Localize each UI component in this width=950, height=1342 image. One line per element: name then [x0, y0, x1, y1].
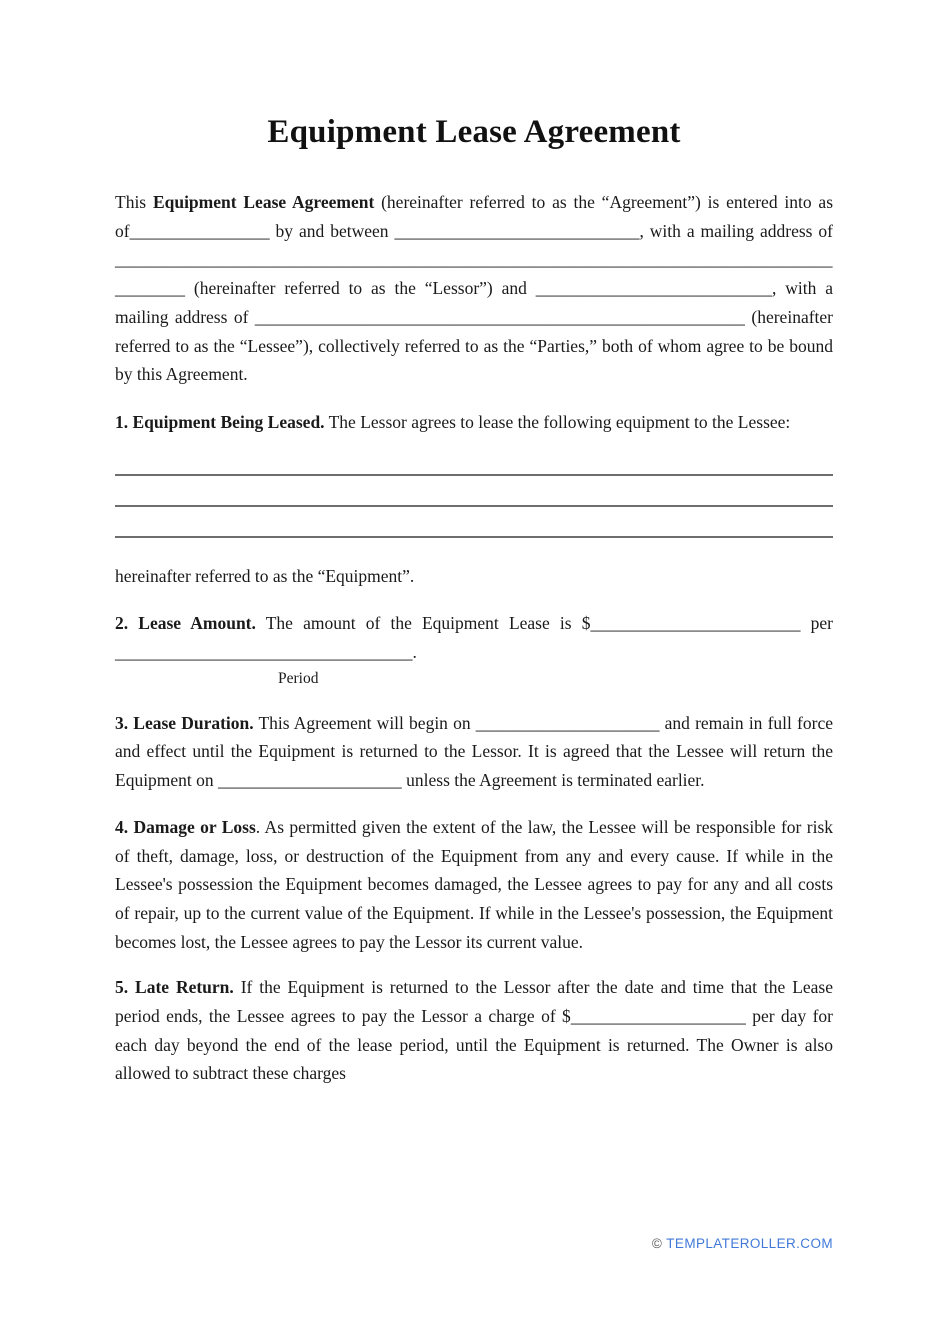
footer: [652, 1236, 833, 1251]
blank-field-lease-amount: ________________________: [590, 613, 801, 634]
intro-agreement-name: Equipment Lease Agreement: [152, 192, 375, 212]
section-damage-or-loss: [115, 813, 833, 957]
templateroller-link[interactable]: TEMPLATEROLLER.COM: [666, 1236, 833, 1251]
section-lease-duration: [115, 709, 833, 795]
section3-text: This Agreement will begin on: [253, 712, 476, 733]
intro-text: This: [115, 192, 153, 212]
document-page: [115, 0, 833, 1088]
section5-text: If the Equipment is returned to the Lessor after the date and time that the Lease period ends, the Lessee agrees to pay the Lessor a charge of $: [115, 977, 834, 1027]
equipment-description-lines: [115, 445, 833, 538]
section3-text: unless the Agreement is terminated earlier.: [401, 770, 705, 791]
equipment-description-line: [115, 507, 833, 538]
blank-field-lessor-address: __________________________________________________________________________________________: [115, 249, 833, 299]
equipment-description-line: [115, 445, 833, 476]
section-lease-amount: [115, 609, 833, 666]
section5-heading: 5. Late Return.: [115, 977, 234, 998]
intro-text: , with a mailing address of: [639, 220, 833, 241]
page-title: Equipment Lease Agreement: [267, 114, 681, 150]
intro-text: (hereinafter referred to as the “Lessor”) and: [185, 278, 536, 299]
intro-paragraph: [115, 188, 833, 389]
blank-field-lessor-name: ____________________________: [394, 220, 640, 241]
section-equipment-being-leased: [115, 408, 833, 437]
blank-field-lease-period: __________________________________: [115, 642, 413, 663]
section2-heading: 2. Lease Amount.: [115, 613, 256, 634]
section-late-return: [115, 973, 833, 1088]
period-caption-row: [278, 669, 833, 688]
section5-text: per day for each day beyond the end of the lease period, until the Equipment is returned. The Owner is also allowed to subtract these charges: [115, 1006, 833, 1084]
intro-text: (hereinafter referred to as the “Agreement”) is entered into as of: [115, 192, 833, 241]
intro-text: (hereinafter referred to as the “Lessee”), collectively referred to as the “Parties,” both of whom agree to be bound by this Agreement.: [115, 306, 833, 385]
blank-field-lessee-address: ________________________________________________________: [254, 306, 745, 327]
blank-field-return-date: _____________________: [218, 770, 402, 791]
section4-text: . As permitted given the extent of the law, the Lessee will be responsible for risk of theft, damage, loss, or destruction of the Equipment from any and every cause. If while in the Lessee's possession the Equipment becomes damaged, the Lessee agrees to pay for any and all costs of repair, up to the current value of the Equipment. If while in the Lessee's possession, the Equipment becomes lost, the Lessee agrees to pay the Lessor its current value.: [115, 816, 834, 952]
intro-text: , with a mailing address of: [115, 278, 833, 327]
section3-text: and remain in full force and effect until the Equipment is returned to the Lessor. It is agreed that the Lessee will return the Equipment on: [115, 712, 833, 791]
blank-field-late-charge: ____________________: [570, 1006, 746, 1027]
section2-text: .: [412, 642, 417, 663]
equipment-description-line: [115, 476, 833, 507]
blank-field-effective-date: ________________: [129, 220, 270, 241]
section4-heading: 4. Damage or Loss: [115, 816, 256, 837]
intro-text: by and between: [269, 220, 395, 241]
copyright-icon: ©: [651, 1236, 663, 1251]
blank-field-begin-date: _____________________: [475, 712, 660, 733]
blank-field-lessee-name: ___________________________: [535, 278, 772, 299]
equipment-reference-note: hereinafter referred to as the “Equipment”.: [115, 565, 415, 586]
period-caption: Period: [278, 669, 319, 687]
section1-heading: 1. Equipment Being Leased.: [115, 411, 325, 432]
section1-text: The Lessor agrees to lease the following equipment to the Lessee:: [324, 411, 791, 432]
section2-text: The amount of the Equipment Lease is $: [255, 613, 591, 634]
section3-heading: 3. Lease Duration.: [115, 712, 254, 733]
section2-text: per: [800, 613, 833, 634]
